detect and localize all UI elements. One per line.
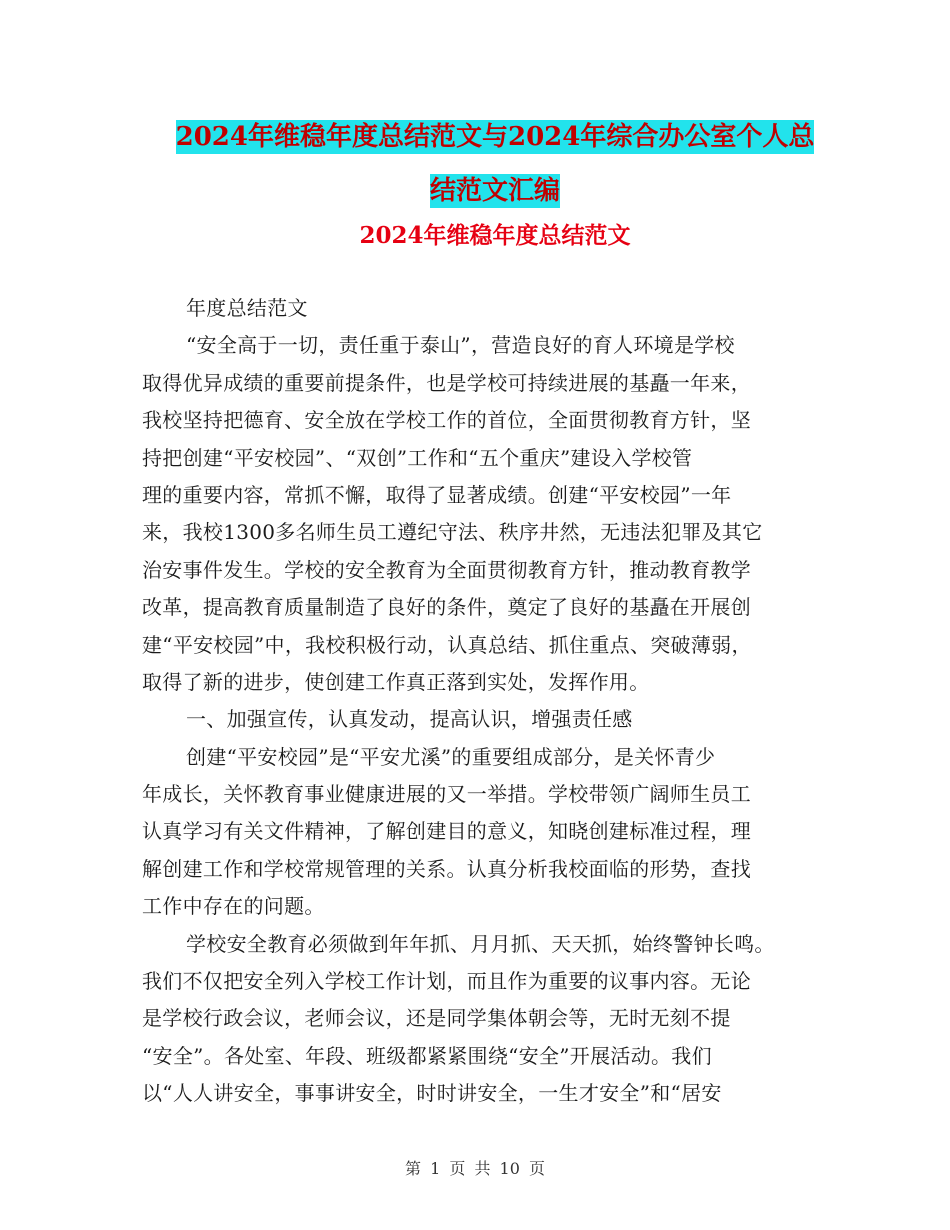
body-line: 学校安全教育必须做到年年抓、月月抓、天天抓，始终警钟长鸣。 bbox=[186, 931, 775, 956]
body-line: 一、加强宣传，认真发动，提高认识，增强责任感 bbox=[186, 707, 633, 732]
section-title: 2024年维稳年度总结范文 bbox=[359, 222, 631, 249]
body-line: 认真学习有关文件精神，了解创建目的意义，知晓创建标准过程，理 bbox=[142, 819, 751, 844]
body-line: 建“平安校园”中，我校积极行动，认真总结、抓住重点、突破薄弱， bbox=[142, 632, 752, 657]
body-line: 取得了新的进步，使创建工作真正落到实处，发挥作用。 bbox=[142, 669, 650, 694]
body-text bbox=[142, 290, 800, 1113]
body-line: 治安事件发生。学校的安全教育为全面贯彻教育方针，推动教育教学 bbox=[142, 557, 751, 582]
body-line: “安全”。各处室、年段、班级都紧紧围绕“安全”开展活动。我们 bbox=[142, 1043, 712, 1068]
title-line-1: 2024年维稳年度总结范文与2024年综合办公室个人总 bbox=[175, 122, 815, 152]
title-line-2: 结范文汇编 bbox=[429, 176, 560, 206]
body-line: 我们不仅把安全列入学校工作计划，而且作为重要的议事内容。无论 bbox=[142, 969, 751, 994]
body-line: 理的重要内容，常抓不懈，取得了显著成绩。创建“平安校园”一年 bbox=[142, 482, 732, 507]
body-line: 持把创建“平安校园”、“双创”工作和“五个重庆”建设入学校管 bbox=[142, 445, 693, 470]
body-line: “安全高于一切，责任重于泰山”，营造良好的育人环境是学校 bbox=[186, 333, 735, 358]
body-line: 工作中存在的问题。 bbox=[142, 894, 325, 919]
body-line: 来，我校1300多名师生员工遵纪守法、秩序井然，无违法犯罪及其它 bbox=[142, 520, 763, 545]
body-line: 年成长，关怀教育事业健康进展的又一举措。学校带领广阔师生员工 bbox=[142, 782, 751, 807]
body-line: 是学校行政会议，老师会议，还是同学集体朝会等，无时无刻不提 bbox=[142, 1006, 731, 1031]
document-title bbox=[140, 110, 850, 218]
body-line: 年度总结范文 bbox=[186, 296, 308, 320]
body-line: 以“人人讲安全，事事讲安全，时时讲安全，一生才安全”和“居安 bbox=[142, 1081, 722, 1106]
page-footer: 第 1 页 共 10 页 bbox=[405, 1159, 545, 1178]
body-line: 创建“平安校园”是“平安尤溪”的重要组成部分，是关怀青少 bbox=[186, 744, 716, 769]
body-line: 改革，提高教育质量制造了良好的条件，奠定了良好的基矗在开展创 bbox=[142, 595, 751, 620]
body-line: 我校坚持把德育、安全放在学校工作的首位，全面贯彻教育方针，坚 bbox=[142, 408, 751, 433]
body-line: 取得优异成绩的重要前提条件，也是学校可持续进展的基矗一年来， bbox=[142, 370, 751, 395]
body-line: 解创建工作和学校常规管理的关系。认真分析我校面临的形势，查找 bbox=[142, 856, 751, 881]
